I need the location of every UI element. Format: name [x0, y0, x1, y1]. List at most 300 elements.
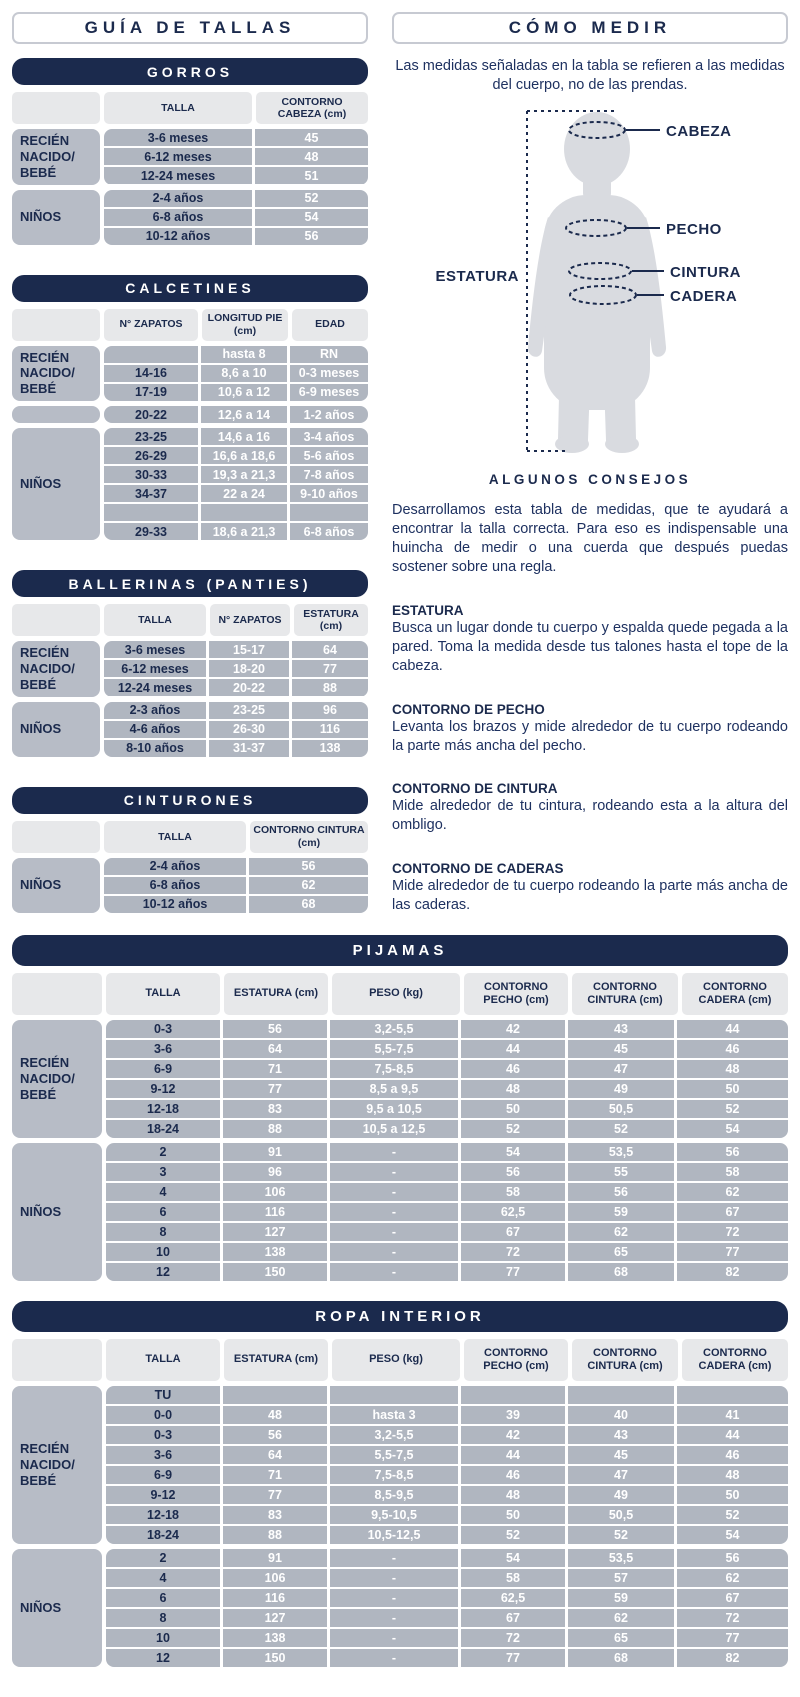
table-cell: 44: [461, 1040, 565, 1058]
table-cell: 72: [461, 1243, 565, 1261]
table-cell: 18-24: [106, 1120, 220, 1138]
table-cell: 62: [568, 1609, 674, 1627]
table-row: [106, 1243, 788, 1261]
table-cell: 42: [461, 1426, 565, 1444]
measure-intro-text: Las medidas señaladas en la tabla se refieren a las medidas del cuerpo, no de las prendas.: [395, 58, 785, 93]
table-cell: 51: [255, 167, 368, 184]
table-cell: -: [330, 1589, 458, 1607]
table-cell: 96: [292, 702, 368, 719]
table-cell: 77: [223, 1486, 327, 1504]
table-cell: -: [330, 1569, 458, 1587]
table-cell: 6: [106, 1589, 220, 1607]
table-cell: -: [330, 1263, 458, 1281]
row-group-label: NIÑOS: [12, 190, 100, 245]
table-cell: 12-18: [106, 1100, 220, 1118]
table-cell: 77: [677, 1243, 788, 1261]
table-cell: 20-22: [209, 679, 289, 696]
table-cell: 4-6 años: [104, 721, 206, 738]
table-cell: 7,5-8,5: [330, 1060, 458, 1078]
tip-contorno-pecho: [392, 702, 788, 756]
table-cell: 2-4 años: [104, 190, 252, 207]
table-cell: [201, 504, 287, 521]
table-cell: 138: [223, 1629, 327, 1647]
table-cell: hasta 8: [201, 346, 287, 363]
table-cell: 88: [223, 1526, 327, 1544]
table-row: [106, 1183, 788, 1201]
table-cell: 58: [461, 1569, 565, 1587]
table-cell: 127: [223, 1223, 327, 1241]
table-cell: 14-16: [104, 365, 198, 382]
table-cell: TU: [106, 1386, 220, 1404]
table-row: [106, 1446, 788, 1464]
section-bar-calcetines: CALCETINES: [12, 275, 368, 302]
table-group: [12, 190, 368, 245]
column-header: CONTORNO CABEZA (cm): [256, 92, 368, 124]
table-cell: 26-29: [104, 447, 198, 464]
table-cell: -: [330, 1223, 458, 1241]
table-cell: 67: [461, 1223, 565, 1241]
table-cell: 18-20: [209, 660, 289, 677]
header-spacer: [12, 309, 100, 341]
table-cell: [290, 504, 368, 521]
table-cell: 17-19: [104, 384, 198, 401]
table-cell: 72: [461, 1629, 565, 1647]
table-row: [104, 209, 368, 226]
table-cell: [330, 1386, 458, 1404]
section-bar-cinturones: CINTURONES: [12, 787, 368, 814]
table-group: [12, 129, 368, 185]
row-group-label: NIÑOS: [12, 428, 100, 540]
table-row: [104, 641, 368, 658]
table-cell: 14,6 a 16: [201, 428, 287, 445]
column-header: CONTORNO CINTURA (cm): [572, 1339, 678, 1381]
table-cell: 116: [223, 1589, 327, 1607]
table-cell: 50: [677, 1080, 788, 1098]
table-row: [106, 1120, 788, 1138]
table-cell: 10-12 años: [104, 896, 246, 913]
header-spacer: [12, 973, 102, 1015]
table-cell: -: [330, 1609, 458, 1627]
table-cell: 48: [255, 148, 368, 165]
column-header: CONTORNO PECHO (cm): [464, 1339, 568, 1381]
table-cell: 10,5-12,5: [330, 1526, 458, 1544]
table-row: [106, 1629, 788, 1647]
table-cell: 47: [568, 1060, 674, 1078]
row-group-label: NIÑOS: [12, 1549, 102, 1667]
table-cell: 77: [461, 1649, 565, 1667]
table-row: [106, 1569, 788, 1587]
table-cell: 2-4 años: [104, 858, 246, 875]
table-cell: 48: [677, 1060, 788, 1078]
table-row: [106, 1506, 788, 1524]
table-header-row: [12, 92, 368, 124]
table-cell: 150: [223, 1649, 327, 1667]
column-header: ESTATURA (cm): [294, 604, 368, 636]
table-cell: -: [330, 1143, 458, 1161]
table-cell: hasta 3: [330, 1406, 458, 1424]
table-group: [12, 702, 368, 757]
table-cell: 52: [461, 1120, 565, 1138]
table-cell: 64: [223, 1040, 327, 1058]
column-header: LONGITUD PIE (cm): [202, 309, 288, 341]
table-row: [106, 1486, 788, 1504]
table-cell: 56: [223, 1426, 327, 1444]
table-rows: [104, 406, 368, 423]
table-cell: 3,2-5,5: [330, 1020, 458, 1038]
column-header: EDAD: [292, 309, 368, 341]
table-cell: 67: [677, 1203, 788, 1221]
row-group-label: RECIÉN NACIDO/ BEBÉ: [12, 1386, 102, 1544]
label-pecho: PECHO: [666, 220, 722, 238]
table-row: [104, 346, 368, 363]
table-header-row: [12, 973, 788, 1015]
section-ballerinas: [12, 570, 368, 757]
table-cell: 50: [461, 1506, 565, 1524]
table-cell: 56: [223, 1020, 327, 1038]
table-cell: 3-6 meses: [104, 129, 252, 146]
table-cell: 40: [568, 1406, 674, 1424]
table-cell: 10,6 a 12: [201, 384, 287, 401]
table-cell: 116: [292, 721, 368, 738]
row-group-label: NIÑOS: [12, 702, 100, 757]
table-row: [104, 384, 368, 401]
section-calcetines: [12, 275, 368, 541]
table-cell: 10: [106, 1629, 220, 1647]
table-row: [104, 447, 368, 464]
table-cell: 12: [106, 1649, 220, 1667]
tip-text: Busca un lugar donde tu cuerpo y espalda quede pegada a la pared. Toma la medida desde tus talones hasta el tope de la cabeza.: [392, 620, 788, 674]
column-header: TALLA: [104, 604, 206, 636]
table-cell: 106: [223, 1183, 327, 1201]
column-header: CONTORNO PECHO (cm): [464, 973, 568, 1015]
table-cell: 57: [568, 1569, 674, 1587]
table-cell: 62: [677, 1569, 788, 1587]
table-row: [106, 1080, 788, 1098]
table-cell: 3-6: [106, 1040, 220, 1058]
consejos-paragraph: Desarrollamos esta tabla de medidas, que te ayudará a encontrar la talla correcta. Para eso es indispensable una huincha de medir o una cuerda que después puedas sostener sobre una regla.: [392, 501, 788, 576]
table-cell: 48: [223, 1406, 327, 1424]
table-row: [106, 1386, 788, 1404]
table-cell: 64: [292, 641, 368, 658]
section-bar-gorros: GORROS: [12, 58, 368, 85]
table-rows: [104, 702, 368, 757]
header-spacer: [12, 821, 100, 853]
column-header: CONTORNO CADERA (cm): [682, 1339, 788, 1381]
section-bar-ballerinas: BALLERINAS (PANTIES): [12, 570, 368, 597]
column-header: TALLA: [106, 1339, 220, 1381]
table-cell: 20-22: [104, 406, 198, 423]
table-cell: 6-8 años: [290, 523, 368, 540]
table-cell: 64: [223, 1446, 327, 1464]
table-cell: 58: [677, 1163, 788, 1181]
table-row: [104, 740, 368, 757]
body-measure-figure: [392, 99, 788, 470]
table-row: [104, 485, 368, 502]
column-header: CONTORNO CINTURA (cm): [250, 821, 368, 853]
size-tables-column: [12, 12, 368, 915]
label-cadera: CADERA: [670, 287, 738, 305]
table-row: [104, 877, 368, 894]
table-cell: 56: [249, 858, 368, 875]
table-row: [104, 148, 368, 165]
row-group-label: RECIÉN NACIDO/ BEBÉ: [12, 346, 100, 402]
table-cell: 6-9: [106, 1466, 220, 1484]
header-spacer: [12, 1339, 102, 1381]
table-cell: 0-0: [106, 1406, 220, 1424]
guia-de-tallas-header: GUÍA DE TALLAS: [12, 12, 368, 44]
table-row: [106, 1143, 788, 1161]
table-row: [104, 896, 368, 913]
table-cell: 9,5-10,5: [330, 1506, 458, 1524]
table-cell: 5-6 años: [290, 447, 368, 464]
table-cell: 29-33: [104, 523, 198, 540]
table-cell: 65: [568, 1629, 674, 1647]
table-ballerinas: [12, 604, 368, 757]
table-cell: -: [330, 1649, 458, 1667]
table-cell: 116: [223, 1203, 327, 1221]
table-cell: 31-37: [209, 740, 289, 757]
section-ropa-interior: [12, 1301, 788, 1667]
table-cell: 67: [461, 1609, 565, 1627]
table-cell: 53,5: [568, 1549, 674, 1567]
section-bar-pijamas: PIJAMAS: [12, 935, 788, 966]
table-cell: 2: [106, 1143, 220, 1161]
table-cell: [223, 1386, 327, 1404]
column-header: TALLA: [106, 973, 220, 1015]
table-cell: 50: [461, 1100, 565, 1118]
table-cell: 44: [677, 1020, 788, 1038]
table-rows: [104, 428, 368, 540]
table-cell: 45: [568, 1040, 674, 1058]
table-cell: 6-9: [106, 1060, 220, 1078]
table-row: [106, 1426, 788, 1444]
header-spacer: [12, 604, 100, 636]
table-cell: 10: [106, 1243, 220, 1261]
table-cell: 2: [106, 1549, 220, 1567]
table-cell: 83: [223, 1100, 327, 1118]
tip-estatura: [392, 603, 788, 676]
how-to-measure-column: [392, 12, 788, 915]
table-group: [12, 858, 368, 913]
child-silhouette-diagram: [392, 99, 788, 465]
tip-contorno-cintura: [392, 781, 788, 835]
column-header: CONTORNO CINTURA (cm): [572, 973, 678, 1015]
table-header-row: [12, 821, 368, 853]
table-cell: 41: [677, 1406, 788, 1424]
table-rows: [106, 1549, 788, 1667]
table-group: [12, 406, 368, 423]
table-cell: 5,5-7,5: [330, 1446, 458, 1464]
table-cell: 16,6 a 18,6: [201, 447, 287, 464]
label-estatura: ESTATURA: [435, 267, 519, 285]
table-cell: 50,5: [568, 1506, 674, 1524]
column-header: ESTATURA (cm): [224, 973, 328, 1015]
algunos-consejos-heading: ALGUNOS CONSEJOS: [488, 471, 692, 487]
column-header: PESO (kg): [332, 1339, 460, 1381]
table-row: [106, 1589, 788, 1607]
column-header: PESO (kg): [332, 973, 460, 1015]
table-cell: 45: [255, 129, 368, 146]
section-cinturones: [12, 787, 368, 913]
table-cell: 6-12 meses: [104, 148, 252, 165]
table-row: [106, 1040, 788, 1058]
table-row: [106, 1609, 788, 1627]
table-rows: [106, 1386, 788, 1544]
table-row: [104, 858, 368, 875]
table-cell: 6-9 meses: [290, 384, 368, 401]
table-cell: 56: [568, 1183, 674, 1201]
table-cell: 49: [568, 1486, 674, 1504]
table-row: [106, 1163, 788, 1181]
table-rows: [104, 346, 368, 402]
table-cell: 0-3: [106, 1020, 220, 1038]
table-cell: 3: [106, 1163, 220, 1181]
table-cell: 9-12: [106, 1486, 220, 1504]
table-cell: -: [330, 1243, 458, 1261]
table-cell: 23-25: [104, 428, 198, 445]
table-cell: 12: [106, 1263, 220, 1281]
column-header: ESTATURA (cm): [224, 1339, 328, 1381]
table-cell: -: [330, 1203, 458, 1221]
table-gorros: [12, 92, 368, 245]
table-row: [104, 504, 368, 521]
table-cell: 8,6 a 10: [201, 365, 287, 382]
table-group: [12, 1386, 788, 1544]
table-row: [106, 1649, 788, 1667]
table-cell: 88: [223, 1120, 327, 1138]
table-cell: 46: [461, 1466, 565, 1484]
table-cell: 15-17: [209, 641, 289, 658]
table-cell: 56: [677, 1143, 788, 1161]
table-cell: 77: [223, 1080, 327, 1098]
table-group: [12, 1549, 788, 1667]
table-row: [104, 660, 368, 677]
table-cell: 138: [292, 740, 368, 757]
table-cell: 67: [677, 1589, 788, 1607]
table-cell: 91: [223, 1143, 327, 1161]
table-cell: 42: [461, 1020, 565, 1038]
table-header-row: [12, 309, 368, 341]
table-cell: 55: [568, 1163, 674, 1181]
table-cell: 34-37: [104, 485, 198, 502]
table-cell: 48: [677, 1466, 788, 1484]
table-cell: 43: [568, 1020, 674, 1038]
table-cell: 3,2-5,5: [330, 1426, 458, 1444]
table-row: [106, 1060, 788, 1078]
table-cell: -: [330, 1629, 458, 1647]
column-header: N° ZAPATOS: [104, 309, 198, 341]
table-cell: 56: [255, 228, 368, 245]
table-cell: 6: [106, 1203, 220, 1221]
table-header-row: [12, 1339, 788, 1381]
table-cell: 52: [255, 190, 368, 207]
table-group: [12, 428, 368, 540]
table-cell: 8: [106, 1609, 220, 1627]
table-cell: 26-30: [209, 721, 289, 738]
table-cell: 52: [677, 1506, 788, 1524]
table-cell: 10,5 a 12,5: [330, 1120, 458, 1138]
table-cell: 3-6: [106, 1446, 220, 1464]
row-group-label: RECIÉN NACIDO/ BEBÉ: [12, 1020, 102, 1138]
table-row: [106, 1406, 788, 1424]
table-cell: 9-10 años: [290, 485, 368, 502]
table-row: [106, 1526, 788, 1544]
table-cell: 8: [106, 1223, 220, 1241]
table-cell: 54: [461, 1549, 565, 1567]
label-cabeza: CABEZA: [666, 122, 732, 140]
table-cell: 50,5: [568, 1100, 674, 1118]
table-cell: 49: [568, 1080, 674, 1098]
table-cinturones: [12, 821, 368, 913]
table-cell: RN: [290, 346, 368, 363]
table-row: [106, 1263, 788, 1281]
table-rows: [104, 129, 368, 185]
table-cell: 56: [461, 1163, 565, 1181]
table-cell: 52: [461, 1526, 565, 1544]
table-row: [106, 1100, 788, 1118]
table-group: [12, 1020, 788, 1138]
column-header: N° ZAPATOS: [210, 604, 290, 636]
table-cell: 6-8 años: [104, 209, 252, 226]
table-cell: 46: [461, 1060, 565, 1078]
table-cell: 47: [568, 1466, 674, 1484]
table-rows: [106, 1020, 788, 1138]
table-cell: 68: [568, 1649, 674, 1667]
table-cell: 0-3: [106, 1426, 220, 1444]
column-header: TALLA: [104, 821, 246, 853]
table-cell: 53,5: [568, 1143, 674, 1161]
table-cell: 72: [677, 1223, 788, 1241]
tip-contorno-caderas: [392, 861, 788, 915]
table-cell: 8,5-9,5: [330, 1486, 458, 1504]
table-cell: 52: [677, 1100, 788, 1118]
table-row: [104, 406, 368, 423]
table-rows: [104, 190, 368, 245]
table-cell: 77: [461, 1263, 565, 1281]
table-cell: 71: [223, 1466, 327, 1484]
table-cell: 9-12: [106, 1080, 220, 1098]
table-cell: 72: [677, 1609, 788, 1627]
table-row: [104, 129, 368, 146]
tip-title: CONTORNO DE CADERAS: [392, 861, 564, 877]
table-rows: [104, 858, 368, 913]
table-cell: -: [330, 1549, 458, 1567]
section-bar-ropa-interior: ROPA INTERIOR: [12, 1301, 788, 1332]
table-cell: 48: [461, 1486, 565, 1504]
table-cell: 6-12 meses: [104, 660, 206, 677]
table-cell: 62: [568, 1223, 674, 1241]
table-cell: 56: [677, 1549, 788, 1567]
table-cell: 44: [461, 1446, 565, 1464]
table-cell: 3-4 años: [290, 428, 368, 445]
table-cell: 82: [677, 1263, 788, 1281]
table-cell: 77: [292, 660, 368, 677]
table-group: [12, 641, 368, 697]
table-cell: 62,5: [461, 1589, 565, 1607]
table-cell: 62: [249, 877, 368, 894]
table-cell: [461, 1386, 565, 1404]
table-cell: 4: [106, 1183, 220, 1201]
table-cell: 7-8 años: [290, 466, 368, 483]
table-row: [104, 523, 368, 540]
table-cell: 62: [677, 1183, 788, 1201]
table-cell: 68: [568, 1263, 674, 1281]
table-cell: 46: [677, 1446, 788, 1464]
table-rows: [104, 641, 368, 697]
table-cell: 8-10 años: [104, 740, 206, 757]
table-ropa-interior: [12, 1339, 788, 1667]
table-cell: [104, 504, 198, 521]
